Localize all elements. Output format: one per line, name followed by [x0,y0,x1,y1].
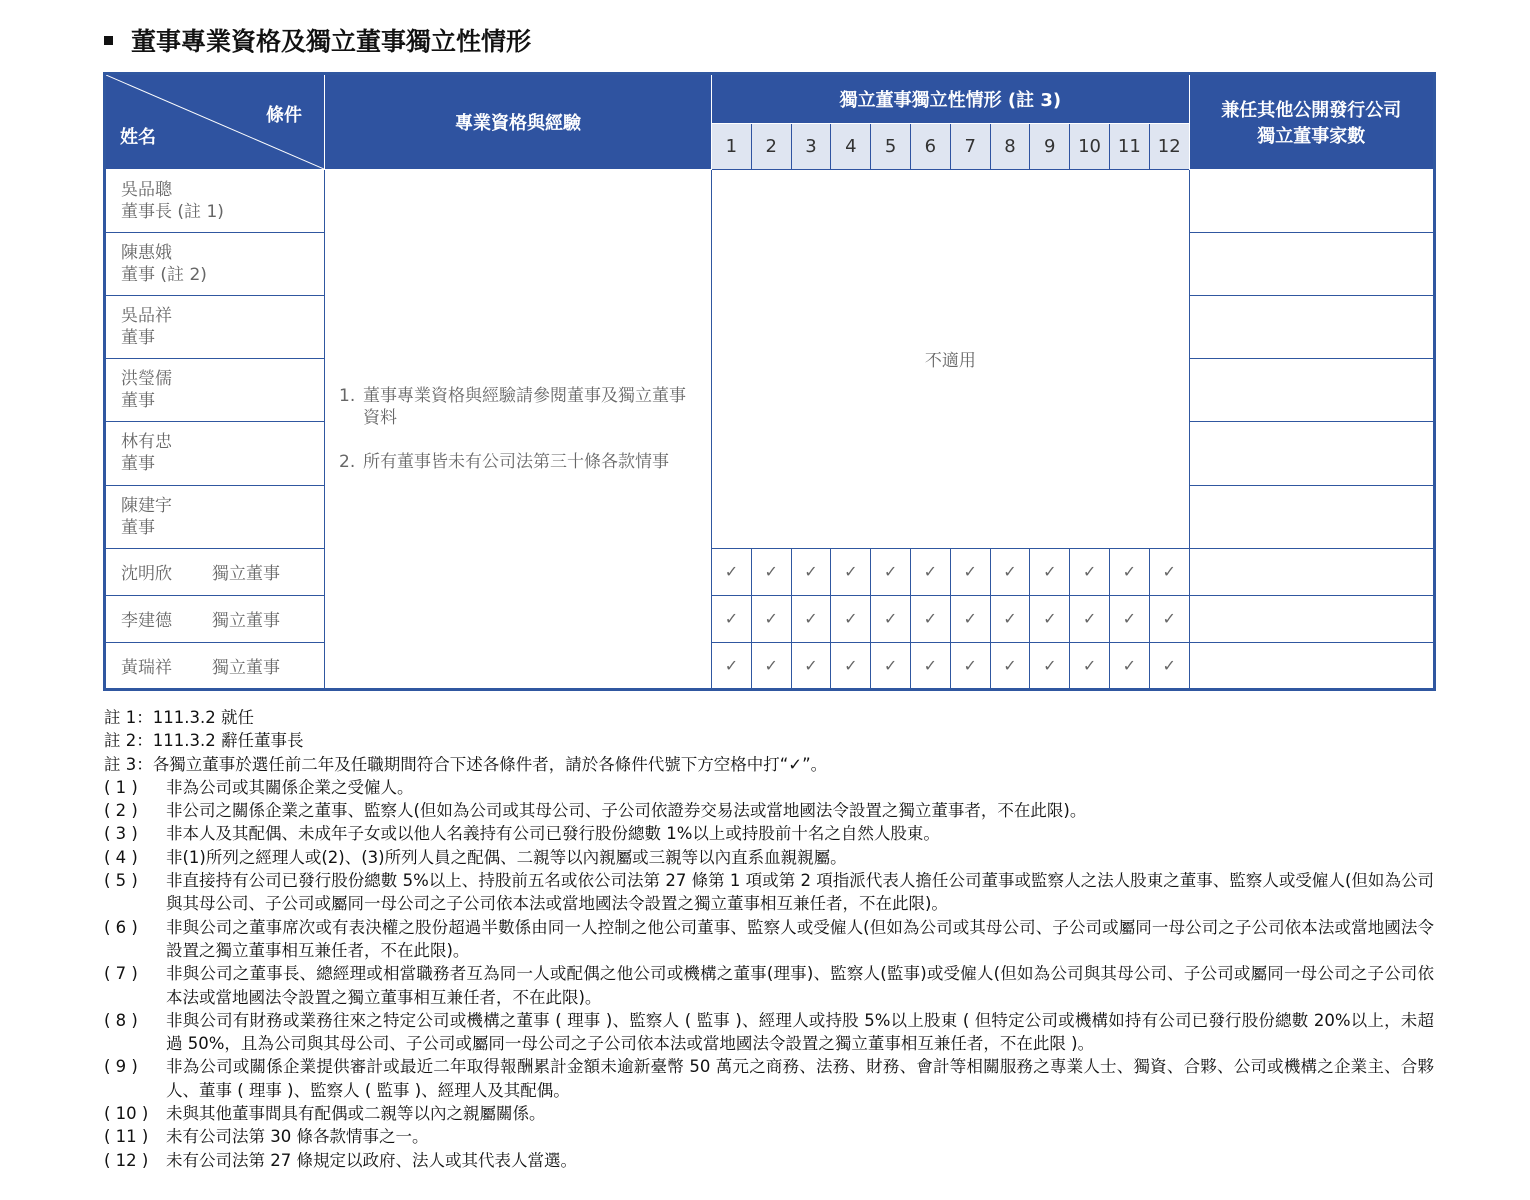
other-company-count-cell [1189,233,1434,296]
check-mark-icon: ✓ [1030,595,1070,642]
director-title: 董事長 (註 1) [121,202,224,223]
other-company-header-line1: 兼任其他公開發行公司 [1221,100,1402,121]
criteria-number: 6 [910,124,950,170]
check-mark-icon: ✓ [871,548,911,595]
director-row [105,170,1435,233]
independent-director-title: 獨立董事 [212,657,280,678]
criteria-number: 7 [950,124,990,170]
independent-director-name-cell [105,595,325,642]
criteria-item-text: 未有公司法第 27 條規定以政府、法人或其代表人當選。 [166,1150,577,1170]
independent-director-name-cell [105,548,325,595]
check-mark-icon: ✓ [1149,595,1189,642]
check-mark-icon: ✓ [791,548,831,595]
director-name: 林有忠 [121,432,172,453]
check-mark-icon: ✓ [831,595,871,642]
director-title: 董事 [121,391,155,412]
check-mark-icon: ✓ [950,548,990,595]
note-1: 註 1：111.3.2 就任 [104,708,254,727]
criteria-item [104,1009,1434,1056]
other-company-count-cell [1189,642,1434,689]
other-company-count-cell [1189,359,1434,422]
check-mark-icon: ✓ [990,548,1030,595]
criteria-item-text: 非公司之關係企業之董事、監察人(但如為公司或其母公司、子公司依證券交易法或當地國法令設置之獨立董事者，不在此限)。 [166,801,1087,821]
criteria-item-index: ( 12 ) [104,1150,149,1170]
check-mark-icon: ✓ [1070,595,1110,642]
director-name-cell [105,422,325,485]
director-name: 吳品祥 [121,306,172,327]
qualification-item-text: 董事專業資格與經驗請參閱董事及獨立董事資料 [363,386,686,428]
criteria-item [104,822,1434,845]
criteria-item [104,1149,1434,1172]
director-name-cell [105,296,325,359]
director-name-cell [105,485,325,548]
independent-director-row [105,595,1435,642]
other-company-header [1189,74,1434,170]
criteria-item-index: ( 6 ) [104,917,138,937]
criteria-item-index: ( 7 ) [104,964,138,984]
check-mark-icon: ✓ [910,595,950,642]
independent-director-name: 李建德 [121,611,172,632]
section-title [104,22,531,58]
criteria-number: 5 [871,124,911,170]
check-mark-icon: ✓ [910,642,950,689]
criteria-list [104,776,1434,1172]
criteria-item-text: 未與其他董事間具有配偶或二親等以內之親屬關係。 [166,1104,546,1124]
check-mark-icon: ✓ [990,595,1030,642]
other-company-count-cell [1189,170,1434,233]
qualification-item-number: 1. [339,386,356,406]
criteria-item-index: ( 1 ) [104,777,138,797]
independent-director-name: 沈明欣 [121,564,172,585]
note-2: 註 2：111.3.2 辭任董事長 [104,731,304,751]
check-mark-icon: ✓ [751,642,791,689]
check-mark-icon: ✓ [871,642,911,689]
criteria-item [104,776,1434,799]
condition-header: 條件 [266,105,302,126]
criteria-item [104,962,1434,1009]
criteria-number: 2 [751,124,791,170]
other-company-count-cell [1189,548,1434,595]
check-mark-icon: ✓ [751,548,791,595]
criteria-item-text: 非直接持有公司已發行股份總數 5%以上、持股前五名或依公司法第 27 條第 1 項或第 2 項指派代表人擔任公司董事或監察人之法人股東之董事、監察人或受僱人(但如為公司與其母公司、子公司或屬同一母公司之子公司依本法或當地國法令設置之獨立董事相互兼任者，不在此限)。 [166,871,1434,914]
notes-section [104,706,1434,1172]
director-title: 董事 [121,454,155,475]
criteria-number: 1 [712,124,752,170]
check-mark-icon: ✓ [791,642,831,689]
qualification-item-number: 2. [339,452,356,472]
criteria-item-text: 非與公司有財務或業務往來之特定公司或機構之董事 ( 理事 )、監察人 ( 監事 )、經理人或持股 5%以上股東 ( 但特定公司或機構如持有公司已發行股份總數 20%以上，未超過 50%，且為公司與其母公司、子公司或屬同一母公司之子公司依本法或當地國法令設置之獨立董事相互兼任者，不在此限 )。 [166,1010,1434,1054]
check-mark-icon: ✓ [950,642,990,689]
check-mark-icon: ✓ [831,548,871,595]
director-title: 董事 [121,328,155,349]
qualification-list [339,385,699,473]
criteria-number: 8 [990,124,1030,170]
page-title: 董事專業資格及獨立董事獨立性情形 [131,27,532,56]
check-mark-icon: ✓ [990,642,1030,689]
other-company-count-cell [1189,595,1434,642]
check-mark-icon: ✓ [1030,642,1070,689]
check-mark-icon: ✓ [712,642,752,689]
director-name: 陳建宇 [121,495,172,516]
criteria-item [104,1055,1434,1102]
criteria-item-text: 非本人及其配偶、未成年子女或以他人名義持有公司已發行股份總數 1%以上或持股前十名之自然人股東。 [166,824,940,844]
criteria-item [104,1125,1434,1148]
other-company-count-cell [1189,485,1434,548]
criteria-item-text: 非(1)所列之經理人或(2)、(3)所列人員之配偶、二親等以內親屬或三親等以內直系血親親屬。 [166,847,847,867]
check-mark-icon: ✓ [712,595,752,642]
independent-director-title: 獨立董事 [212,564,280,585]
criteria-item-index: ( 4 ) [104,847,138,867]
independent-director-row [105,548,1435,595]
check-mark-icon: ✓ [1070,548,1110,595]
independent-director-name-cell [105,642,325,689]
criteria-item-index: ( 11 ) [104,1127,149,1147]
criteria-item-index: ( 2 ) [104,801,138,821]
check-mark-icon: ✓ [1109,595,1149,642]
criteria-item [104,1102,1434,1125]
independent-director-title: 獨立董事 [212,611,280,632]
independence-header: 獨立董事獨立性情形 (註 3) [712,74,1190,124]
check-mark-icon: ✓ [1149,642,1189,689]
note-3: 註 3：各獨立董事於選任前二年及任職期間符合下述各條件者，請於各條件代號下方空格中打“✓”。 [104,754,828,774]
qualification-item [339,385,699,429]
director-name: 吳品聰 [121,180,172,201]
director-name: 陳惠娥 [121,243,172,264]
corner-header [105,74,325,170]
director-name-cell [105,170,325,233]
other-company-count-cell [1189,296,1434,359]
criteria-item [104,799,1434,822]
director-title: 董事 [121,517,155,538]
criteria-item [104,846,1434,869]
check-mark-icon: ✓ [712,548,752,595]
not-applicable-cell: 不適用 [712,170,1190,549]
director-name-cell [105,233,325,296]
independent-director-name: 黃瑞祥 [121,657,172,678]
other-company-header-line2: 獨立董事家數 [1257,126,1366,147]
criteria-item-text: 非為公司或關係企業提供審計或最近二年取得報酬累計金額未逾新臺幣 50 萬元之商務、法務、財務、會計等相關服務之專業人士、獨資、合夥、公司或機構之企業主、合夥人、董事 ( 理事 )、監察人 ( 監事 )、經理人及其配偶。 [166,1057,1434,1100]
other-company-count-cell [1189,422,1434,485]
criteria-number: 9 [1030,124,1070,170]
criteria-item-index: ( 9 ) [104,1057,138,1077]
check-mark-icon: ✓ [1149,548,1189,595]
check-mark-icon: ✓ [1109,548,1149,595]
criteria-number: 10 [1070,124,1110,170]
check-mark-icon: ✓ [791,595,831,642]
check-mark-icon: ✓ [1109,642,1149,689]
criteria-item-index: ( 3 ) [104,824,138,844]
check-mark-icon: ✓ [1030,548,1070,595]
criteria-number: 4 [831,124,871,170]
check-mark-icon: ✓ [751,595,791,642]
criteria-number: 12 [1149,124,1189,170]
check-mark-icon: ✓ [950,595,990,642]
name-header: 姓名 [120,127,156,148]
criteria-item-index: ( 5 ) [104,871,138,891]
independent-director-row [105,642,1435,689]
director-title: 董事 (註 2) [121,265,207,286]
director-name: 洪瑩儒 [121,369,172,390]
criteria-number: 3 [791,124,831,170]
criteria-item-text: 未有公司法第 30 條各款情事之一。 [166,1127,429,1147]
qualification-item-text: 所有董事皆未有公司法第三十條各款情事 [363,452,669,472]
qualification-item [339,451,699,473]
criteria-item [104,869,1434,916]
check-mark-icon: ✓ [910,548,950,595]
criteria-item-text: 非與公司之董事長、總經理或相當職務者互為同一人或配偶之他公司或機構之董事(理事)、監察人(監事)或受僱人(但如為公司與其母公司、子公司或屬同一母公司之子公司依本法或當地國法令設置之獨立董事相互兼任者，不在此限)。 [166,964,1434,1007]
criteria-item-index: ( 10 ) [104,1104,149,1124]
director-qualification-table [103,72,1436,691]
check-mark-icon: ✓ [1070,642,1110,689]
criteria-item-index: ( 8 ) [104,1010,138,1030]
criteria-item-text: 非為公司或其關係企業之受僱人。 [166,777,414,797]
criteria-item [104,916,1434,963]
check-mark-icon: ✓ [871,595,911,642]
criteria-item-text: 非與公司之董事席次或有表決權之股份超過半數係由同一人控制之他公司董事、監察人或受僱人(但如為公司或其母公司、子公司或屬同一母公司之子公司依本法或當地國法令設置之獨立董事相互兼任者，不在此限)。 [166,917,1434,960]
qualification-cell [325,170,712,690]
qualification-header: 專業資格與經驗 [325,74,712,170]
criteria-number: 11 [1109,124,1149,170]
check-mark-icon: ✓ [831,642,871,689]
director-name-cell [105,359,325,422]
square-bullet-icon [104,36,113,45]
